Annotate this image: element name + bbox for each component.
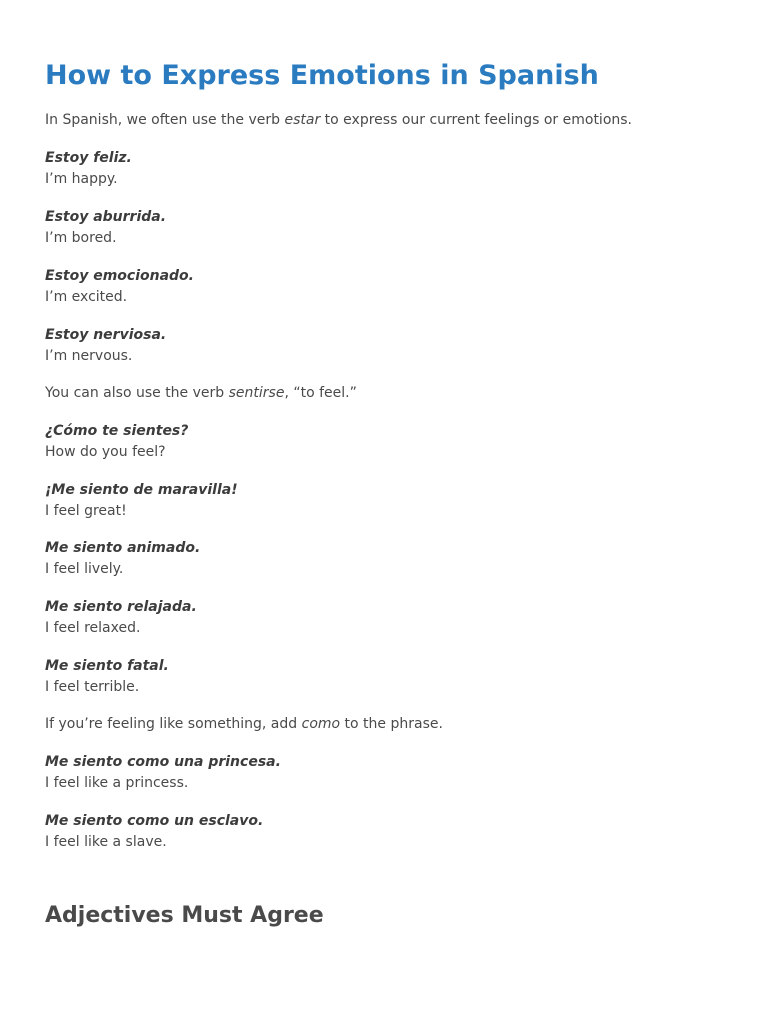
- phrase-pair: [45, 266, 194, 308]
- english-translation: I feel like a princess.: [45, 775, 189, 791]
- english-translation: I feel relaxed.: [45, 620, 141, 636]
- sentirse-paragraph: [45, 383, 357, 404]
- spanish-phrase: Me siento animado.: [45, 540, 201, 556]
- como-text-before: If you’re feeling like something, add: [45, 716, 302, 732]
- phrase-pair: [45, 538, 200, 580]
- phrase-pair: [45, 421, 188, 463]
- spanish-phrase: Estoy nerviosa.: [45, 327, 167, 343]
- phrase-pair: [45, 811, 263, 853]
- spanish-phrase: Me siento como una princesa.: [45, 754, 281, 770]
- english-translation: I’m excited.: [45, 289, 128, 305]
- spanish-phrase: Estoy aburrida.: [45, 209, 167, 225]
- phrase-pair: [45, 325, 166, 367]
- intro-verb: estar: [284, 112, 321, 128]
- intro-paragraph: [45, 110, 632, 131]
- spanish-phrase: Estoy feliz.: [45, 150, 132, 166]
- sentirse-verb: sentirse: [228, 385, 285, 401]
- spanish-phrase: Me siento relajada.: [45, 599, 197, 615]
- spanish-phrase: Me siento fatal.: [45, 658, 169, 674]
- english-translation: I’m nervous.: [45, 348, 133, 364]
- spanish-phrase: Me siento como un esclavo.: [45, 813, 264, 829]
- como-word: como: [301, 716, 341, 732]
- phrase-pair: [45, 148, 132, 190]
- intro-text-before: In Spanish, we often use the verb: [45, 112, 285, 128]
- phrase-pair: [45, 480, 238, 522]
- como-paragraph: [45, 714, 443, 735]
- english-translation: I feel like a slave.: [45, 834, 167, 850]
- intro-text-after: to express our current feelings or emotions.: [320, 112, 632, 128]
- como-text-after: to the phrase.: [340, 716, 443, 732]
- spanish-phrase: Estoy emocionado.: [45, 268, 194, 284]
- section-heading: Adjectives Must Agree: [45, 903, 324, 928]
- sentirse-text-after: , “to feel.”: [284, 385, 357, 401]
- english-translation: I feel great!: [45, 503, 127, 519]
- page-title: How to Express Emotions in Spanish: [45, 60, 599, 91]
- phrase-pair: [45, 597, 197, 639]
- english-translation: I feel terrible.: [45, 679, 140, 695]
- english-translation: I’m bored.: [45, 230, 117, 246]
- phrase-pair: [45, 656, 169, 698]
- english-translation: I feel lively.: [45, 561, 124, 577]
- sentirse-text-before: You can also use the verb: [45, 385, 229, 401]
- phrase-pair: [45, 207, 166, 249]
- phrase-pair: [45, 752, 281, 794]
- spanish-phrase: ¿Cómo te sientes?: [45, 423, 189, 439]
- english-translation: How do you feel?: [45, 444, 166, 460]
- spanish-phrase: ¡Me siento de maravilla!: [45, 482, 238, 498]
- english-translation: I’m happy.: [45, 171, 118, 187]
